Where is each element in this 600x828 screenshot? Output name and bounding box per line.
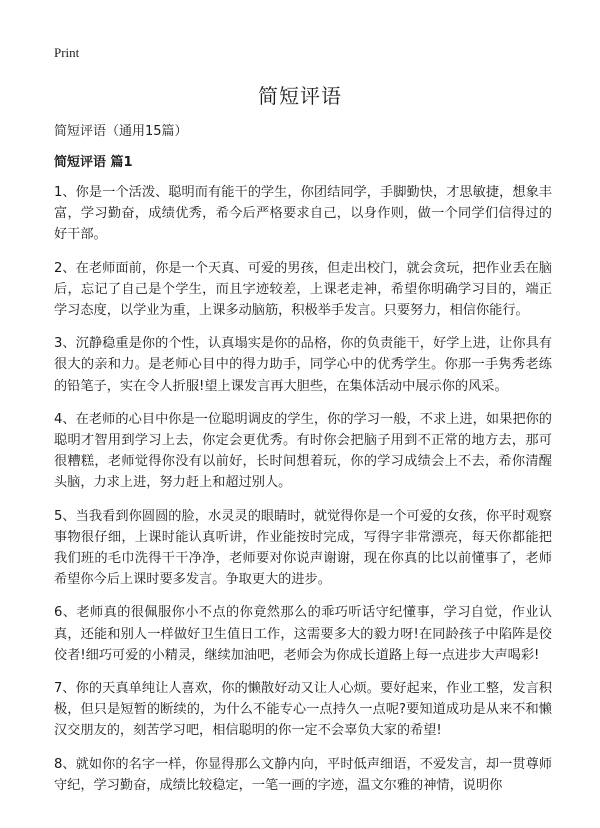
comment-paragraph-2: 2、在老师面前，你是一个天真、可爱的男孩，但走出校门，就会贪玩，把作业丢在脑后，忘记了自己是个学生，而且字迹较差，上课老走神，希望你明确学习目的，端正学习态度，以学业为重，上课多动脑筋，积极举手发言。只要努力，相信你能行。 — [54, 260, 552, 319]
comment-paragraph-4: 4、在老师的心目中你是一位聪明调皮的学生，你的学习一般，不求上进，如果把你的聪明才智用到学习上去，你定会更优秀。有时你会把脑子用到不正常的地方去，那可很糟糕，老师觉得你没有以前好，长时间想着玩，你的学习成绩会上不去，希你清醒头脑，力求上进，努力赶上和超过别人。 — [54, 411, 552, 491]
page-title: 简短评语 — [258, 84, 342, 108]
comments-body — [54, 182, 552, 808]
document-subtitle: 简短评语（通用15篇） — [54, 124, 188, 139]
print-link[interactable]: Print — [54, 45, 80, 60]
comment-paragraph-6: 6、老师真的很佩服你小不点的你竟然那么的乖巧听话守纪懂事，学习自觉，作业认真，还能和别人一样做好卫生值日工作，这需要多大的毅力呀!在同龄孩子中陷阵是佼佼者!细巧可爱的小精灵，继续加油吧，老师会为你成长道路上每一点进步大声喝彩! — [54, 605, 552, 663]
comment-paragraph-3: 3、沉静稳重是你的个性，认真塌实是你的品格，你的负责能干，好学上进，让你具有很大的亲和力。是老师心目中的得力助手，同学心中的优秀学生。你那一手隽秀老练的铅笔子，实在令人折服!望上课发言再大胆些，在集体活动中展示你的风采。 — [54, 336, 552, 394]
comment-paragraph-5: 5、当我看到你圆圆的脸，水灵灵的眼睛时，就觉得你是一个可爱的女孩，你平时观察事物很仔细，上课时能认真听讲，作业能按时完成，写得字非常漂亮，每天你都能把我们班的毛巾洗得干干净净，老师要对你说声谢谢，现在你真的比以前懂事了，老师希望你今后上课时要多发言。争取更大的进步。 — [54, 508, 552, 588]
comment-paragraph-1: 1、你是一个活泼、聪明而有能干的学生，你团结同学，手脚勤快，才思敏捷，想象丰富，学习勤奋，成绩优秀，希今后严格要求自己，以身作则，做一个同学们信得过的好干部。 — [54, 185, 552, 243]
section-heading: 简短评语 篇1 — [54, 155, 133, 170]
comment-paragraph-8: 8、就如你的名字一样，你显得那么文静内向，平时低声细语，不爱发言，却一贯尊师守纪，学习勤奋，成绩比较稳定，一笔一画的字迹，温文尔雅的神情，说明你 — [54, 756, 552, 793]
comment-paragraph-7: 7、你的天真单纯让人喜欢，你的懒散好动又让人心烦。要好起来，作业工整，发言积极，但只是短暂的断续的，为什么不能专心一点持久一点呢?要知道成功是从来不和懒汉交朋友的，刻苦学习吧，相信聪明的你一定不会辜负大家的希望! — [54, 681, 552, 739]
